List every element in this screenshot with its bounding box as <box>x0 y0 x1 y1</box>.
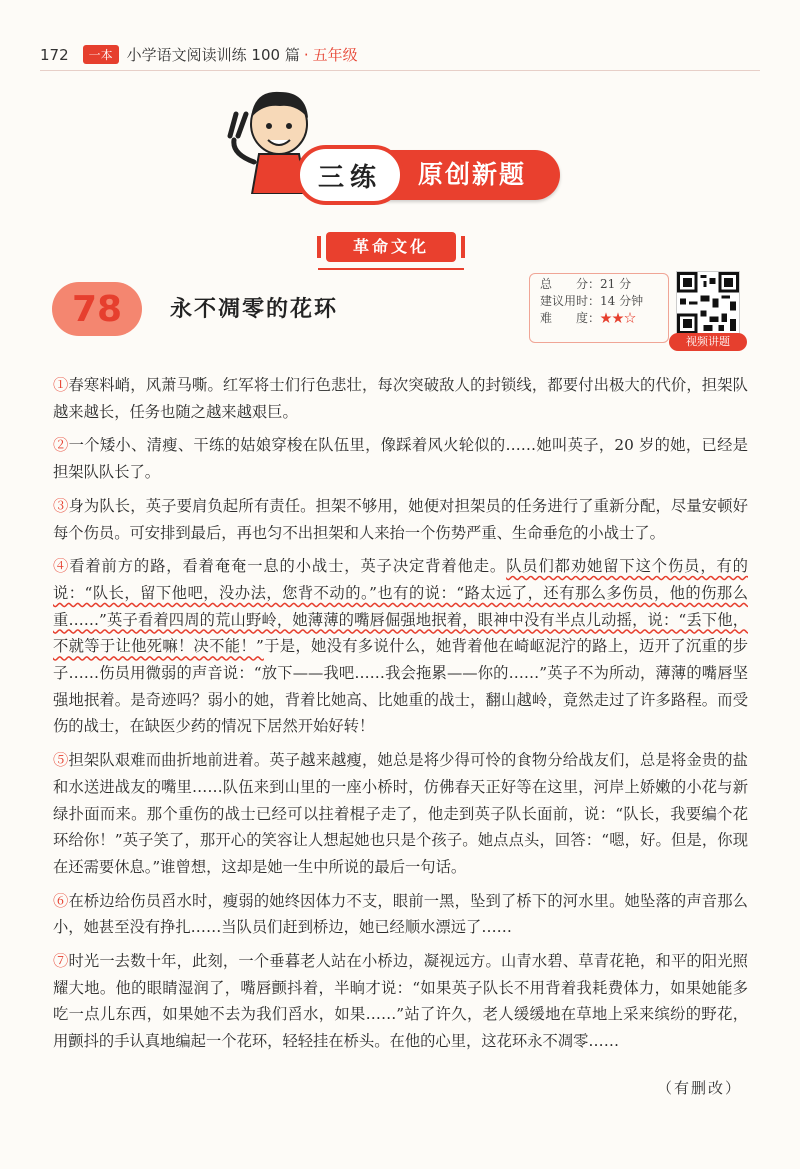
page-header <box>40 44 358 65</box>
paragraph-number: ⑥ <box>53 891 69 910</box>
paragraph-number: ③ <box>53 496 69 515</box>
source-note: （有删改） <box>656 1079 742 1097</box>
banner-title: 原创新题 <box>418 160 527 189</box>
article-number: 78 <box>71 288 123 330</box>
paragraph-number: ④ <box>53 557 70 576</box>
paragraph-text: 春寒料峭，风萧马嘶。红军将士们行色悲壮，每次突破敌人的封锁线，都要付出极大的代价，担架队越来越长，任务也随之越来越艰巨。 <box>53 376 748 421</box>
underlined-passage: 队员们都劝她留下这个伤员，有的说：“队长，留下他吧，没办法，您背不动的。”也有的说：“路太远了，还有那么多伤员，他的伤那么重……”英子看着四周的荒山野岭，她薄薄的嘴唇倔强地抿着，眼神中没有半点儿动摇，说：“丢下他，不就等于让他死嘛！决不能！” <box>53 557 748 656</box>
banner-lead: 三练 <box>296 145 404 205</box>
section-banner <box>300 150 560 200</box>
theme-tag: 革命文化 <box>326 232 456 262</box>
paragraph <box>53 372 748 425</box>
header-divider <box>40 70 760 71</box>
paragraph-number: ① <box>53 376 69 394</box>
total-score-value: 21 分 <box>600 277 632 291</box>
book-title: 小学语文阅读训练 100 篇 <box>126 46 300 64</box>
header-separator: · <box>303 45 309 64</box>
paragraph-text: 看着前方的路，看着奄奄一息的小战士，英子决定背着他走。 <box>69 557 507 576</box>
difficulty-label: 难 度： <box>540 311 601 325</box>
paragraph-number: ⑦ <box>53 952 69 971</box>
theme-underline <box>318 268 464 270</box>
total-score-label: 总 分： <box>540 277 601 291</box>
paragraph-text: 在桥边给伤员舀水时，瘦弱的她终因体力不支，眼前一黑，坠到了桥下的河水里。她坠落的声音那么小，她甚至没有挣扎……当队员们赶到桥边，她已经顺水漂远了…… <box>53 891 748 937</box>
video-lecture-label[interactable]: 视频讲题 <box>669 333 747 351</box>
article-body <box>53 372 748 1062</box>
paragraph <box>53 948 748 1055</box>
paragraph-text: 时光一去数十年，此刻，一个垂暮老人站在小桥边，凝视远方。山青水碧、草青花艳，和平的阳光照耀大地。他的眼睛湿润了，嘴唇颤抖着，半晌才说：“如果英子队长不用背着我耗费体力，如果她能多吃一点儿东西，如果她不去为我们舀水，如果……”站了许久，老人缓缓地在草地上采来缤纷的野花，用颤抖的手认真地编起一个花环，轻轻挂在桥头。在他的心里，这花环永不凋零…… <box>53 952 748 1051</box>
suggested-time-label: 建议用时： <box>540 294 601 308</box>
paragraph-text: 于是，她没有多说什么，她背着他在崎岖泥泞的路上，迈开了沉重的步子……伤员用微弱的声音说：“放下——我吧……我会拖累——你的……”英子不为所动，薄薄的嘴唇坚强地抿着。是奇迹吗？弱小的她，背着比她高、比她重的战士，翻山越岭，竟然走过了许多路程。而受伤的战士，在缺医少药的情况下居然开始好转！ <box>53 637 748 736</box>
grade-label: 五年级 <box>312 46 358 64</box>
suggested-time-value: 14 分钟 <box>600 294 644 308</box>
brand-badge: 一本 <box>83 45 119 64</box>
info-box <box>529 273 669 343</box>
paragraph <box>53 493 748 546</box>
paragraph-number: ② <box>53 436 69 455</box>
page-number: 172 <box>40 45 69 64</box>
paragraph-text: 一个矮小、清瘦、干练的姑娘穿梭在队伍里，像踩着风火轮似的……她叫英子，20 岁的她，已经是担架队队长了。 <box>53 436 748 482</box>
paragraph-text: 身为队长，英子要肩负起所有责任。担架不够用，她便对担架员的任务进行了重新分配，尽量安顿好每个伤员。可安排到最后，再也匀不出担架和人来抬一个伤势严重、生命垂危的小战士了。 <box>53 496 748 542</box>
paragraph-number: ⑤ <box>53 751 69 770</box>
article-number-badge <box>52 282 142 336</box>
paragraph <box>53 888 748 941</box>
paragraph <box>53 747 748 881</box>
qr-code-icon[interactable] <box>676 271 740 335</box>
difficulty-stars: ★★☆ <box>600 311 637 325</box>
paragraph <box>53 432 748 485</box>
paragraph <box>53 553 748 740</box>
article-title: 永不凋零的花环 <box>170 296 339 322</box>
paragraph-text: 担架队艰难而曲折地前进着。英子越来越瘦，她总是将少得可怜的食物分给战友们，总是将金贵的盐和水送进战友的嘴里……队伍来到山里的一座小桥时，仿佛春天正好等在这里，河岸上娇嫩的小花与新绿扑面而来。那个重伤的战士已经可以拄着棍子走了，他走到英子队长面前，说：“队长，我要编个花环给你！”英子笑了，那开心的笑容让人想起她也只是个孩子。她点点头，回答：“嗯，好。但是，你现在还需要休息。”谁曾想，这却是她一生中所说的最后一句话。 <box>53 751 748 876</box>
